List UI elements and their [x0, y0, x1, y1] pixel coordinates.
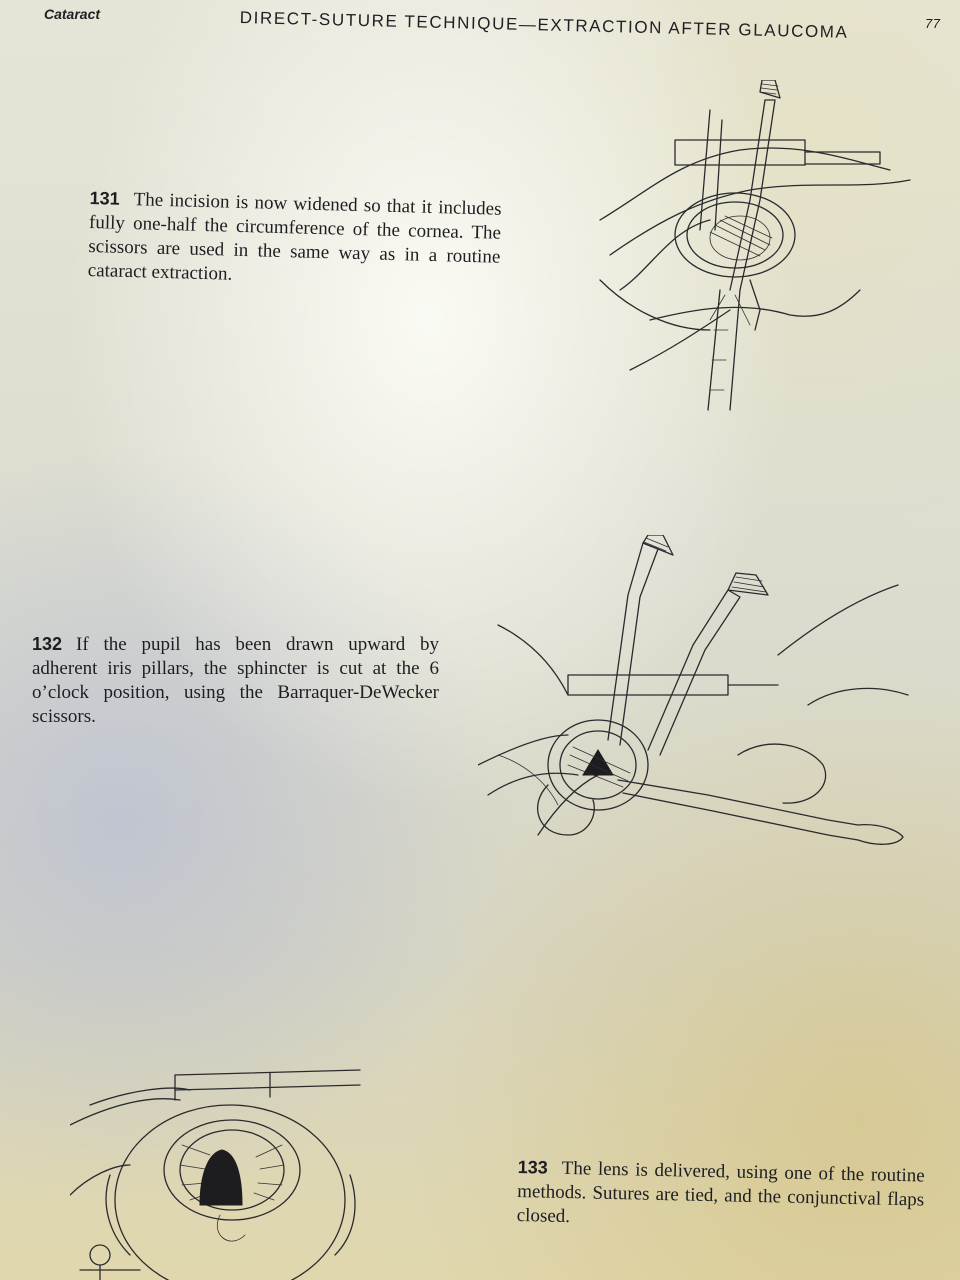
figure-133-caption — [516, 1155, 924, 1237]
figure-133-illustration — [70, 1065, 390, 1280]
figure-131-caption — [87, 186, 501, 294]
page-number: 77 — [925, 16, 941, 31]
eye-surgery-drawing-133 — [70, 1065, 390, 1280]
figure-number: 132 — [32, 634, 63, 654]
section-label: Cataract — [44, 6, 101, 22]
eye-surgery-drawing-132 — [478, 535, 948, 875]
eye-surgery-drawing-131 — [590, 80, 930, 430]
figure-text: The incision is now widened so that it includes fully one-half the circumference of the cornea. The scissors are used in the same way as in a routine cataract extraction. — [87, 189, 502, 285]
figure-131-illustration — [590, 80, 930, 430]
figure-text: If the pupil has been drawn upward by adherent iris pillars, the sphincter is cut at the 6 o’clock position, using the Barraquer-DeWecker scissors. — [32, 634, 439, 727]
figure-number: 133 — [517, 1156, 548, 1178]
running-head — [0, 4, 960, 44]
figure-text: The lens is delivered, using one of the routine methods. Sutures are tied, and the conjunctival flaps closed. — [516, 1157, 925, 1228]
chapter-title: DIRECT-SUTURE TECHNIQUE—EXTRACTION AFTER GLAUCOMA — [239, 8, 849, 42]
figure-132-caption — [32, 632, 439, 729]
figure-number: 131 — [89, 187, 120, 209]
figure-132-illustration — [478, 535, 948, 875]
